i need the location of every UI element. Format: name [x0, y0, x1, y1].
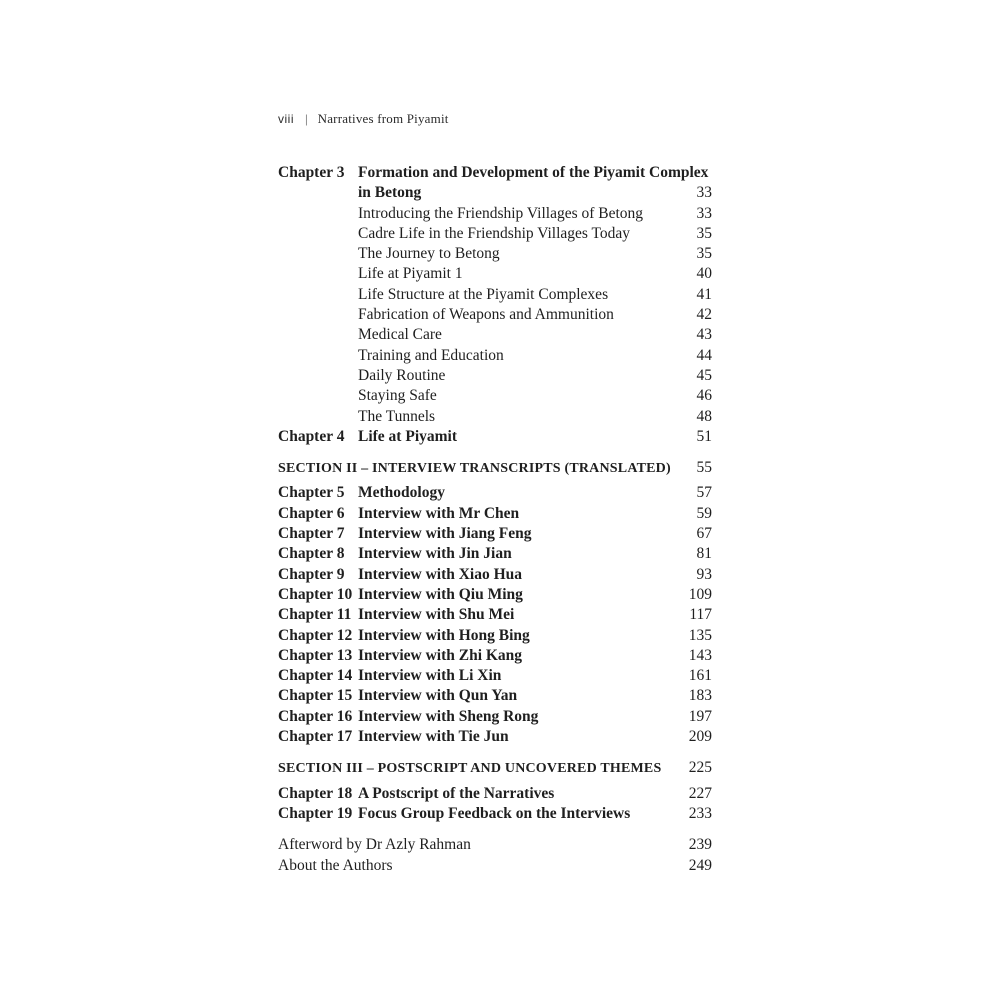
toc-row-backmatter [278, 856, 712, 876]
toc-row-backmatter [278, 835, 712, 855]
page-number: 93 [696, 565, 712, 583]
subsection-title: Introducing the Friendship Villages of Betong [358, 204, 644, 222]
chapter-label: Chapter 13 [278, 646, 353, 664]
page-number: 227 [688, 784, 712, 802]
toc-row-chapter [278, 483, 712, 503]
chapter-label: Chapter 16 [278, 707, 353, 725]
chapter-title: A Postscript of the Narratives [358, 784, 555, 802]
toc-row-chapter [278, 504, 712, 524]
toc-row-chapter [278, 565, 712, 585]
page-number: 46 [696, 387, 712, 405]
section-heading: SECTION II – INTERVIEW TRANSCRIPTS (TRANSLATED) [278, 461, 671, 477]
chapter-label: Chapter 14 [278, 667, 353, 685]
running-head [278, 111, 449, 127]
chapter-title: Interview with Tie Jun [358, 728, 509, 746]
page-number: 197 [688, 707, 712, 725]
chapter-label: Chapter 3 [278, 164, 345, 181]
page-number: 161 [688, 667, 712, 685]
chapter-title-line-1: Formation and Development of the Piyamit Complex [358, 164, 709, 181]
chapter-title: Interview with Shu Mei [358, 606, 515, 624]
chapter-title: Interview with Jin Jian [358, 545, 512, 563]
page-number: 55 [696, 459, 712, 477]
toc-row-subsection [278, 224, 712, 244]
chapter-label: Chapter 9 [278, 565, 345, 583]
chapter-label: Chapter 19 [278, 804, 353, 822]
page-number: 233 [688, 804, 712, 822]
subsection-title: Staying Safe [358, 387, 437, 405]
toc-row-subsection [278, 244, 712, 264]
page-number: 41 [696, 285, 712, 303]
page-number: 48 [696, 407, 712, 425]
page-number: 57 [696, 484, 712, 502]
toc-row-subsection [278, 305, 712, 325]
page-number: 81 [696, 545, 712, 563]
subsection-title: Life at Piyamit 1 [358, 265, 463, 283]
subsection-title: Training and Education [358, 346, 504, 364]
chapter-label: Chapter 8 [278, 545, 345, 563]
toc-row-chapter [278, 727, 712, 747]
toc-row-chapter [278, 585, 712, 605]
toc-row-chapter [278, 544, 712, 564]
page-number: 209 [688, 728, 712, 746]
toc-row-chapter [278, 646, 712, 666]
toc-row-chapter [278, 626, 712, 646]
toc-row-chapter [278, 707, 712, 727]
chapter-label: Chapter 4 [278, 427, 345, 445]
toc-row-section-heading [278, 458, 712, 479]
toc-row-subsection [278, 366, 712, 386]
page-number: 225 [688, 759, 712, 777]
chapter-title: Interview with Hong Bing [358, 626, 530, 644]
subsection-title: Life Structure at the Piyamit Complexes [358, 285, 609, 303]
chapter-label: Chapter 7 [278, 525, 345, 543]
page-number: 33 [696, 184, 712, 202]
chapter-label: Chapter 18 [278, 784, 353, 802]
subsection-title: Fabrication of Weapons and Ammunition [358, 306, 614, 324]
page-number: 40 [696, 265, 712, 283]
toc-row-chapter [278, 524, 712, 544]
chapter-label: Chapter 15 [278, 687, 353, 705]
backmatter-title: About the Authors [278, 856, 393, 874]
page-number: 51 [696, 427, 712, 445]
chapter-title: Interview with Xiao Hua [358, 565, 523, 583]
chapter-title: Interview with Jiang Feng [358, 525, 532, 543]
toc-row-subsection [278, 407, 712, 427]
chapter-title: Interview with Zhi Kang [358, 646, 523, 664]
chapter-title: Interview with Qun Yan [358, 687, 518, 705]
toc-row-subsection [278, 386, 712, 406]
chapter-title: Interview with Sheng Rong [358, 707, 539, 725]
toc-row-chapter [278, 784, 712, 804]
page-number: 33 [696, 204, 712, 222]
chapter-title: Life at Piyamit [358, 427, 458, 445]
toc-row-section-heading [278, 758, 712, 779]
chapter-label: Chapter 10 [278, 585, 353, 603]
chapter-title: Methodology [358, 484, 445, 502]
page-number: 143 [688, 646, 712, 664]
page-number: 67 [696, 525, 712, 543]
page-number: 43 [696, 326, 712, 344]
toc-row-chapter [278, 605, 712, 625]
subsection-title: Cadre Life in the Friendship Villages Today [358, 224, 631, 242]
running-head-separator: | [305, 111, 308, 126]
toc-row-chapter [278, 804, 712, 824]
backmatter-title: Afterword by Dr Azly Rahman [278, 836, 471, 854]
subsection-title: Medical Care [358, 326, 442, 344]
page-number: 44 [696, 346, 712, 364]
chapter-title: Interview with Qiu Ming [358, 585, 523, 603]
folio-page-number: viii [278, 112, 294, 126]
page-number: 109 [688, 585, 712, 603]
toc-row-subsection [278, 325, 712, 345]
toc-row-subsection [278, 264, 712, 284]
subsection-title: Daily Routine [358, 366, 446, 384]
subsection-title: The Journey to Betong [358, 245, 500, 263]
toc-row-chapter [278, 163, 712, 204]
toc-row-chapter [278, 666, 712, 686]
chapter-label: Chapter 12 [278, 626, 353, 644]
toc-row-chapter [278, 427, 712, 447]
chapter-title-line-2: in Betong [358, 184, 422, 202]
toc-row-subsection [278, 285, 712, 305]
chapter-title: Interview with Mr Chen [358, 504, 520, 522]
page-number: 239 [688, 836, 712, 854]
toc-row-subsection [278, 346, 712, 366]
section-heading: SECTION III – POSTSCRIPT AND UNCOVERED THEMES [278, 761, 662, 777]
toc-row-subsection [278, 204, 712, 224]
page-number: 135 [688, 626, 712, 644]
toc-row-chapter [278, 686, 712, 706]
chapter-label: Chapter 17 [278, 728, 353, 746]
page-number: 59 [696, 504, 712, 522]
toc-list [278, 163, 712, 876]
running-head-book-title: Narratives from Piyamit [317, 111, 449, 126]
subsection-title: The Tunnels [358, 407, 436, 425]
chapter-title: Focus Group Feedback on the Interviews [358, 804, 631, 822]
chapter-label: Chapter 11 [278, 606, 352, 624]
page-number: 35 [696, 224, 712, 242]
page-number: 42 [696, 306, 712, 324]
page-number: 45 [696, 366, 712, 384]
chapter-title: Interview with Li Xin [358, 667, 502, 685]
page-number: 35 [696, 245, 712, 263]
chapter-label: Chapter 5 [278, 484, 345, 502]
page-number: 117 [689, 606, 712, 624]
chapter-label: Chapter 6 [278, 504, 345, 522]
page-number: 183 [688, 687, 712, 705]
page-number: 249 [688, 856, 712, 874]
